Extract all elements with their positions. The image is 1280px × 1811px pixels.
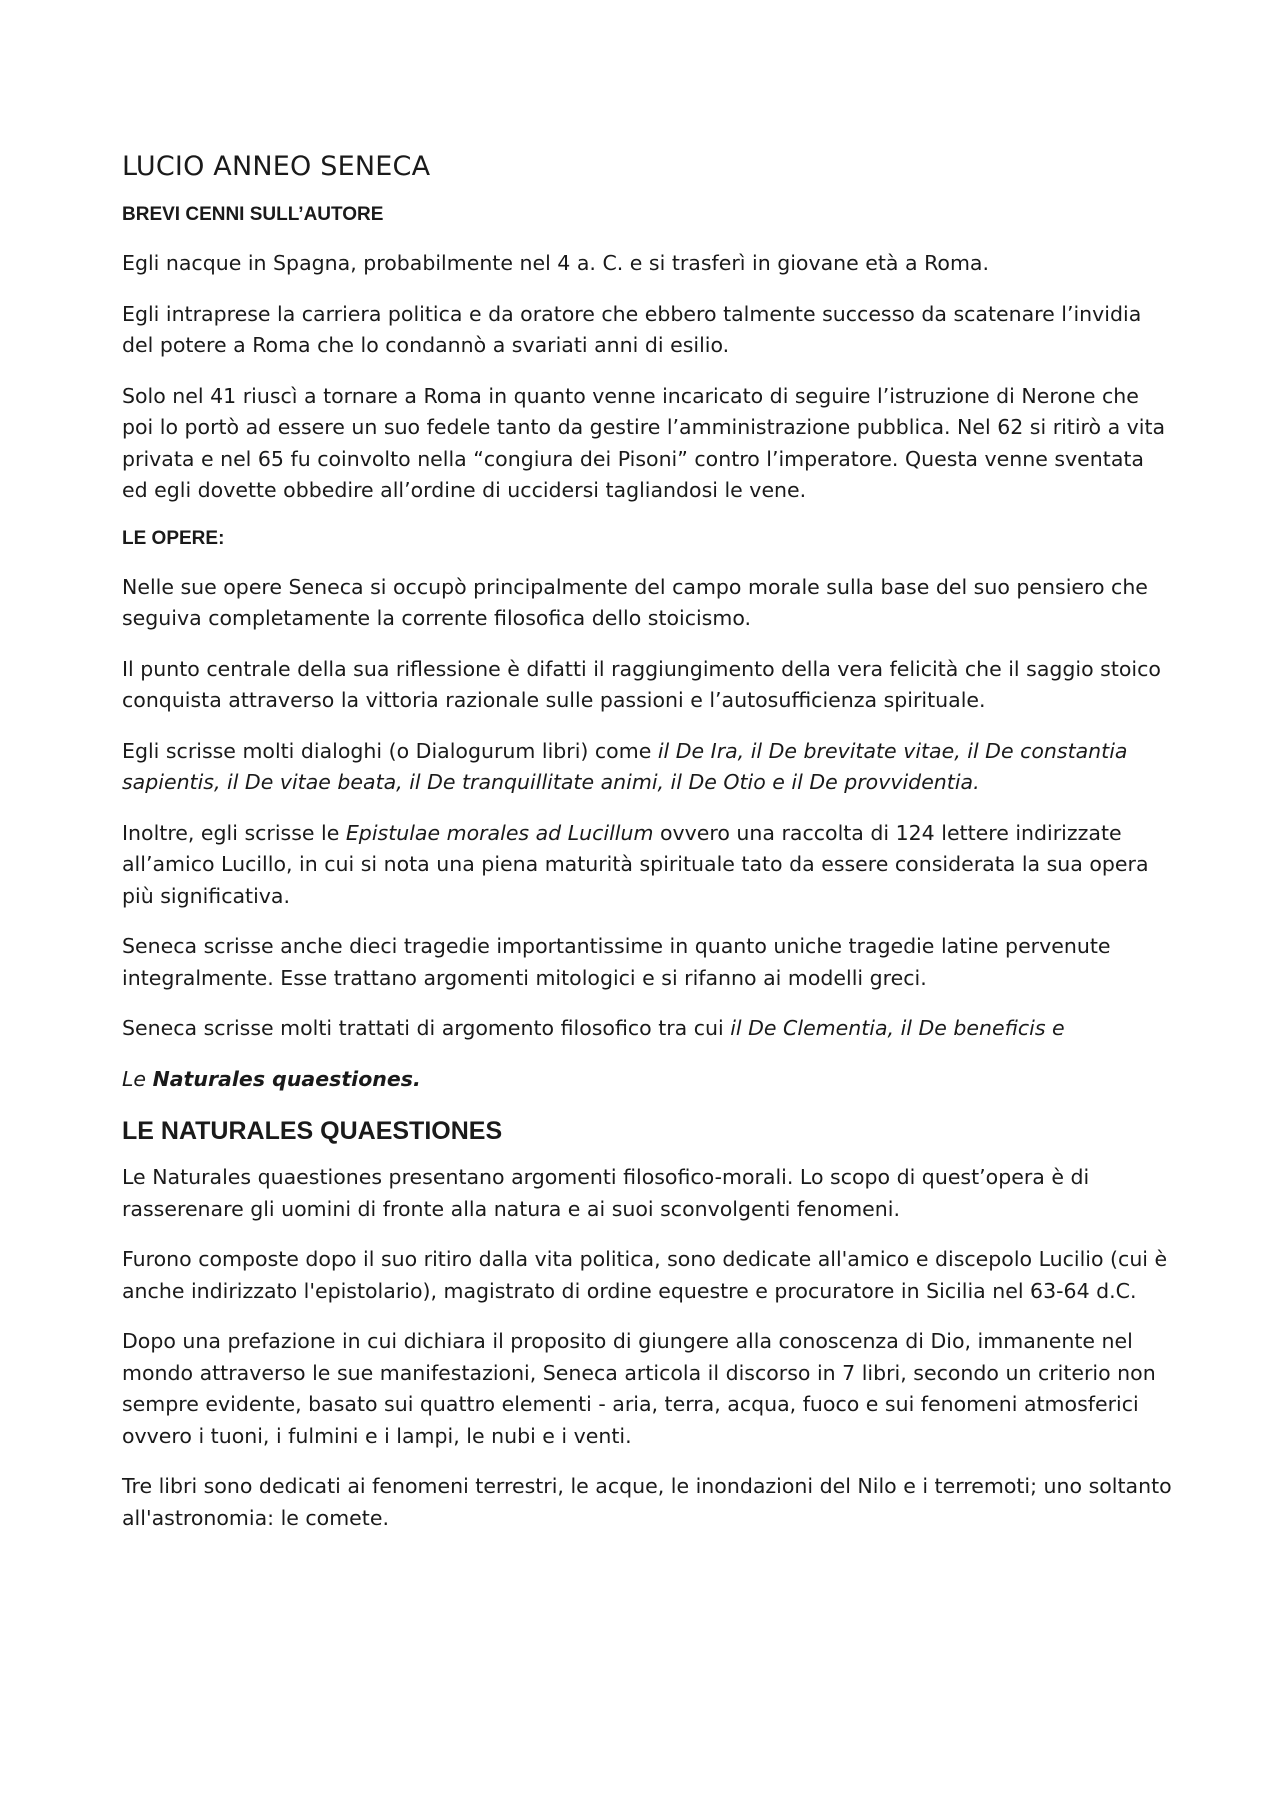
paragraph-naturales-composition: Furono composte dopo il suo ritiro dalla vita politica, sono dedicate all'amico e discepolo Lucilio (cui è anche indirizzato l'epistolario), magistrato di ordine equestre e procuratore in Sicilia nel 63-64 d.C.: [122, 1247, 1168, 1303]
paragraph-treatises: [122, 1013, 1172, 1045]
paragraph-career: Egli intraprese la carriera politica e da oratore che ebbero talmente successo da scatenare l’invidia del potere a Roma che lo condannò a svariati anni di esilio.: [122, 301, 1142, 357]
paragraph-stoicism: Nelle sue opere Seneca si occupò principalmente del campo morale sulla base del suo pensiero che seguiva completamente la corrente filosofica dello stoicismo.: [122, 574, 1148, 630]
heading-naturales-quaestiones: LE NATURALES QUAESTIONES: [122, 1117, 503, 1145]
heading-works: LE OPERE:: [122, 527, 225, 549]
treatises-titles: il De Clementia, il De beneficis e: [730, 1016, 1065, 1040]
naturales-ref-title: Naturales quaestiones.: [152, 1066, 421, 1091]
document-page: [122, 150, 1172, 1553]
epistulae-intro: Inoltre, egli scrisse le: [122, 820, 346, 845]
paragraph-dialogues: [122, 736, 1172, 799]
paragraph-epistulae: [122, 818, 1172, 913]
paragraph-birth: Egli nacque in Spagna, probabilmente nel 4 a. C. e si trasferì in giovane età a Roma.: [122, 251, 989, 275]
dialogues-titles: il De Ira, il De brevitate vitae, il De constantia sapientis, il De vitae beata, il De tranquillitate animi, il De Otio e il De provvidentia.: [122, 738, 1128, 794]
heading-author-notes: BREVI CENNI SULL’AUTORE: [122, 204, 384, 225]
paragraph-happiness: Il punto centrale della sua riflessione è difatti il raggiungimento della vera felicità che il saggio stoico conquista attraverso la vittoria razionale sulle passioni e l’autosufficienza spirituale.: [122, 656, 1161, 712]
paragraph-tragedies: Seneca scrisse anche dieci tragedie importantissime in quanto uniche tragedie latine pervenute integralmente. Esse trattano argomenti mitologici e si rifanno ai modelli greci.: [122, 934, 1111, 990]
dialogues-intro: Egli scrisse molti dialoghi (o Dialogurum libri) come: [122, 738, 658, 763]
paragraph-naturales-books: Tre libri sono dedicati ai fenomeni terrestri, le acque, le inondazioni del Nilo e i terremoti; uno soltanto all'astronomia: le comete.: [122, 1474, 1172, 1530]
paragraph-naturales-structure: Dopo una prefazione in cui dichiara il proposito di giungere alla conoscenza di Dio, immanente nel mondo attraverso le sue manifestazioni, Seneca articola il discorso in 7 libri, secondo un criterio non sempre evidente, basato sui quattro elementi - aria, terra, acqua, fuoco e sui fenomeni atmosferici ovvero i tuoni, i fulmini e i lampi, le nubi e i venti.: [122, 1329, 1156, 1448]
document-title: LUCIO ANNEO SENECA: [122, 151, 431, 182]
epistulae-title: Epistulae morales ad Lucillum: [345, 820, 654, 845]
paragraph-return-to-rome: Solo nel 41 riuscì a tornare a Roma in quanto venne incaricato di seguire l’istruzione di Nerone che poi lo portò ad essere un suo fedele tanto da gestire l’amministrazione pubblica. Nel 62 si ritirò a vita privata e nel 65 fu coinvolto nella “congiura dei Pisoni” contro l’imperatore. Questa venne sventata ed egli dovette obbedire all’ordine di uccidersi tagliandosi le vene.: [122, 383, 1166, 502]
paragraph-naturales-purpose: Le Naturales quaestiones presentano argomenti filosofico-morali. Lo scopo di quest’opera è di rasserenare gli uomini di fronte alla natura e ai suoi sconvolgenti fenomeni.: [122, 1165, 1090, 1221]
treatises-intro: Seneca scrisse molti trattati di argomento filosofico tra cui: [122, 1016, 731, 1040]
epistulae-rest: ovvero una raccolta di 124 lettere indirizzate all’amico Lucillo, in cui si nota una piena maturità spirituale tato da essere considerata la sua opera più significativa.: [122, 820, 1149, 908]
paragraph-naturales-ref: [122, 1064, 1172, 1096]
naturales-ref-article: Le: [122, 1066, 153, 1091]
